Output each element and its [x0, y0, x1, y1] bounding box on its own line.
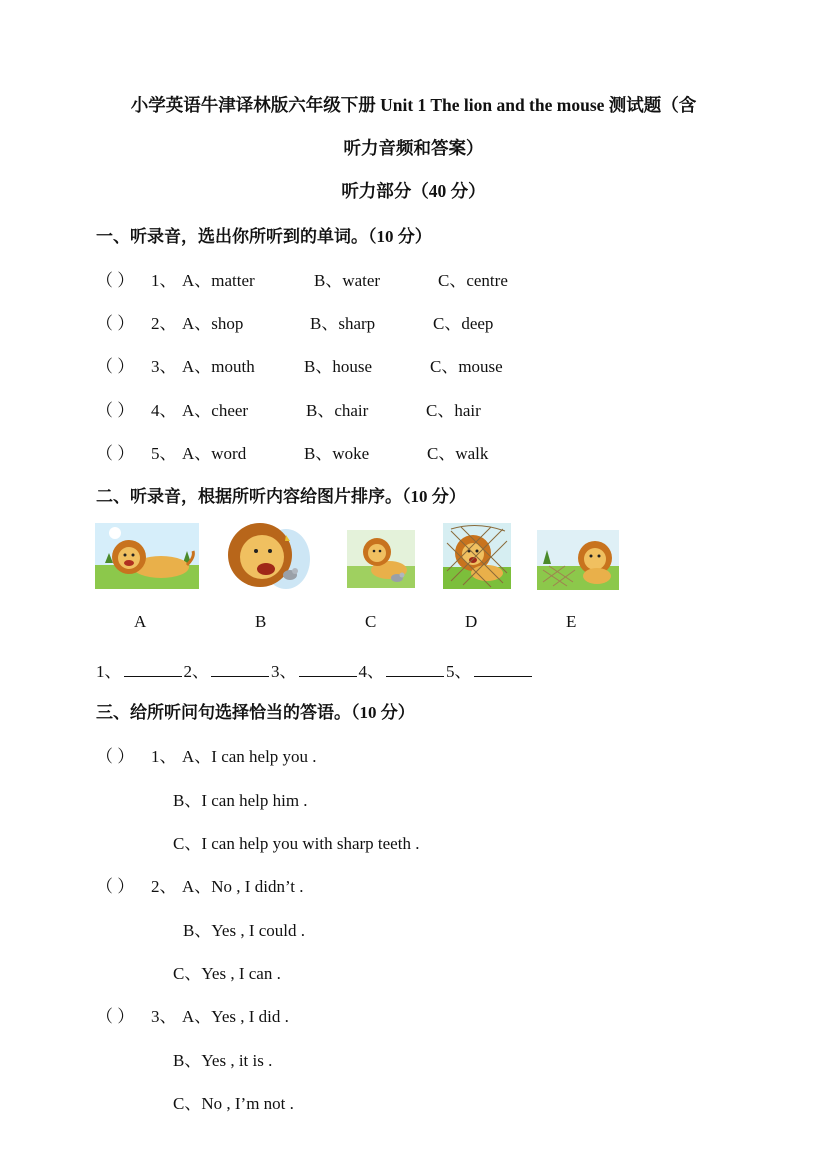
picture-letter-c: C: [365, 612, 377, 631]
option-a: A、I can help you .: [182, 747, 317, 766]
answer-paren[interactable]: （ ）: [96, 314, 135, 333]
picture-letter-e: E: [566, 612, 577, 631]
option-c: C、hair: [426, 401, 481, 420]
lion-with-mouse-image: [347, 530, 415, 588]
option-c: C、centre: [438, 271, 508, 290]
question-number: 2、: [151, 314, 177, 333]
picture-letter-b: B: [255, 612, 267, 631]
section1-heading: 一、听录音，选出你所听到的单词。（10 分）: [96, 227, 432, 246]
picture-letter-a: A: [134, 612, 147, 631]
section3-q3-option-b: B、Yes , it is .: [173, 1051, 273, 1070]
section1-question-3: [96, 352, 796, 374]
section3-q2-option-b: B、Yes , I could .: [183, 921, 306, 940]
question-number: 1、: [151, 747, 177, 766]
option-a: A、word: [182, 444, 247, 463]
answer-paren[interactable]: （ ）: [96, 357, 135, 376]
section1-question-1: [96, 266, 796, 288]
option-a: A、matter: [182, 271, 255, 290]
blank-label: 2、: [183, 662, 209, 681]
question-number: 2、: [151, 877, 177, 896]
blank-label: 1、: [96, 662, 122, 681]
question-number: 1、: [151, 271, 177, 290]
option-a: A、Yes , I did .: [182, 1007, 289, 1026]
option-b: B、house: [304, 357, 372, 376]
answer-blank-3[interactable]: [299, 662, 357, 677]
option-b: B、woke: [304, 444, 370, 463]
listening-header: 听力部分（40 分）: [341, 181, 486, 201]
section3-q1-option-b: B、I can help him .: [173, 791, 308, 810]
option-a: A、shop: [182, 314, 244, 333]
blank-label: 4、: [358, 662, 384, 681]
lion-and-broken-net-image: [537, 530, 619, 590]
lion-running-image: [95, 523, 199, 589]
section3-q2-option-c: C、Yes , I can .: [173, 964, 281, 983]
option-b: B、water: [314, 271, 381, 290]
section3-question-2: [96, 872, 496, 894]
answer-paren[interactable]: （ ）: [96, 401, 135, 420]
option-c: C、walk: [427, 444, 489, 463]
section3-question-1: [96, 742, 496, 764]
question-number: 3、: [151, 1007, 177, 1026]
section3-heading: 三、给所听问句选择恰当的答语。（10 分）: [96, 703, 415, 722]
question-number: 5、: [151, 444, 177, 463]
section2-heading: 二、听录音，根据所听内容给图片排序。（10 分）: [96, 487, 466, 506]
answer-paren[interactable]: （ ）: [96, 444, 135, 463]
option-b: B、sharp: [310, 314, 376, 333]
section3-q1-option-c: C、I can help you with sharp teeth .: [173, 834, 420, 853]
lion-roaring-mouse-image: [224, 519, 310, 593]
option-a: A、mouth: [182, 357, 255, 376]
question-number: 3、: [151, 357, 177, 376]
answer-paren[interactable]: （ ）: [96, 747, 135, 766]
option-a: A、No , I didn’t .: [182, 877, 304, 896]
answer-blank-4[interactable]: [386, 662, 444, 677]
blank-label: 3、: [271, 662, 297, 681]
option-c: C、deep: [433, 314, 494, 333]
picture-letter-d: D: [465, 612, 478, 631]
section3-q3-option-c: C、No , I’m not .: [173, 1094, 294, 1113]
section1-question-5: [96, 439, 796, 461]
answer-paren[interactable]: （ ）: [96, 1007, 135, 1026]
section1-question-2: [96, 309, 796, 331]
blank-label: 5、: [446, 662, 472, 681]
section1-question-4: [96, 396, 796, 418]
answer-blank-5[interactable]: [474, 662, 532, 677]
page-title: 小学英语牛津译林版六年级下册 Unit 1 The lion and the mouse 测试题（含: [130, 95, 697, 115]
section3-question-3: [96, 1002, 496, 1024]
answer-blank-2[interactable]: [211, 662, 269, 677]
answer-paren[interactable]: （ ）: [96, 271, 135, 290]
option-a: A、cheer: [182, 401, 249, 420]
option-c: C、mouse: [430, 357, 503, 376]
ordering-blanks: [96, 657, 534, 682]
answer-blank-1[interactable]: [124, 662, 182, 677]
lion-in-net-image: [443, 523, 511, 589]
page-title-continued: 听力音频和答案）: [343, 138, 484, 158]
option-b: B、chair: [306, 401, 369, 420]
answer-paren[interactable]: （ ）: [96, 877, 135, 896]
question-number: 4、: [151, 401, 177, 420]
